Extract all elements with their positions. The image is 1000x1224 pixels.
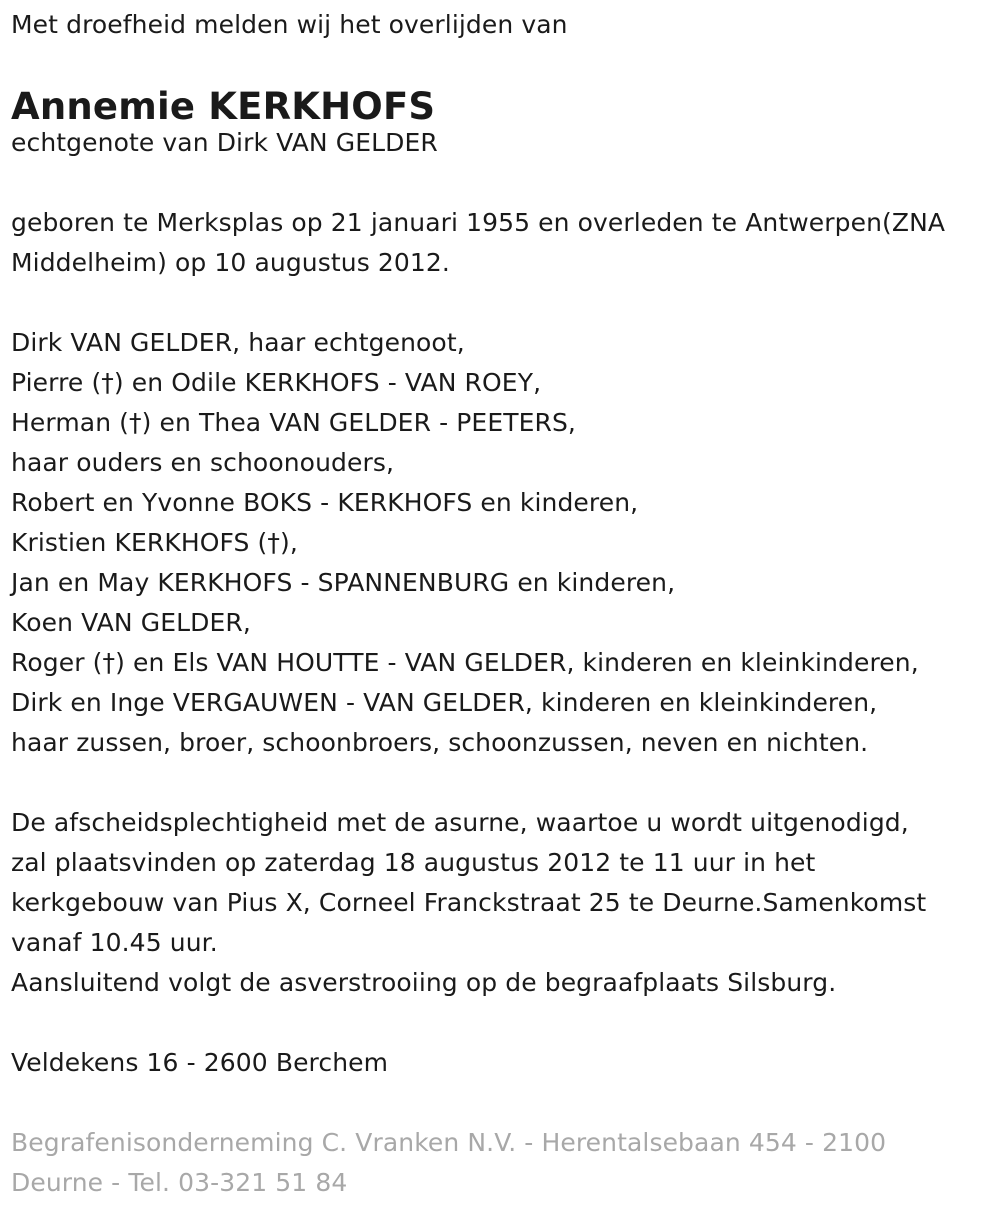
- ceremony-line: kerkgebouw van Pius X, Corneel Franckstraat 25 te Deurne.Samenkomst: [11, 888, 927, 917]
- family-line: Pierre (†) en Odile KERKHOFS - VAN ROEY,: [11, 368, 542, 397]
- funeral-home-line: Deurne - Tel. 03-321 51 84: [11, 1168, 348, 1197]
- birth-death-line: Middelheim) op 10 augustus 2012.: [11, 248, 450, 277]
- deceased-name: Annemie KERKHOFS: [11, 85, 436, 128]
- funeral-home-info: [11, 1123, 1000, 1203]
- ceremony-line: De afscheidsplechtigheid met de asurne, waartoe u wordt uitgenodigd,: [11, 808, 909, 837]
- spouse-line: echtgenote van Dirk VAN GELDER: [11, 128, 438, 157]
- family-list: [11, 323, 1000, 763]
- birth-death-line: geboren te Merksplas op 21 januari 1955 en overleden te Antwerpen(ZNA: [11, 208, 946, 237]
- family-line: Dirk en Inge VERGAUWEN - VAN GELDER, kinderen en kleinkinderen,: [11, 688, 878, 717]
- family-line: Kristien KERKHOFS (†),: [11, 528, 298, 557]
- family-line: Roger (†) en Els VAN HOUTTE - VAN GELDER, kinderen en kleinkinderen,: [11, 648, 919, 677]
- family-line: haar zussen, broer, schoonbroers, schoonzussen, neven en nichten.: [11, 728, 869, 757]
- family-line: Robert en Yvonne BOKS - KERKHOFS en kinderen,: [11, 488, 639, 517]
- family-line: Koen VAN GELDER,: [11, 608, 251, 637]
- intro-line: Met droefheid melden wij het overlijden van: [11, 10, 568, 39]
- family-line: Jan en May KERKHOFS - SPANNENBURG en kinderen,: [11, 568, 676, 597]
- family-line: haar ouders en schoonouders,: [11, 448, 395, 477]
- ceremony-paragraph: [11, 803, 1000, 1003]
- birth-death-paragraph: [11, 203, 1000, 283]
- ceremony-line: Aansluitend volgt de asverstrooiing op de begraafplaats Silsburg.: [11, 968, 837, 997]
- family-line: Dirk VAN GELDER, haar echtgenoot,: [11, 328, 465, 357]
- ceremony-line: vanaf 10.45 uur.: [11, 928, 218, 957]
- family-line: Herman (†) en Thea VAN GELDER - PEETERS,: [11, 408, 576, 437]
- funeral-home-line: Begrafenisonderneming C. Vranken N.V. - Herentalsebaan 454 - 2100: [11, 1128, 887, 1157]
- address-paragraph: [11, 1043, 1000, 1083]
- address-line: Veldekens 16 - 2600 Berchem: [11, 1048, 389, 1077]
- ceremony-line: zal plaatsvinden op zaterdag 18 augustus 2012 te 11 uur in het: [11, 848, 816, 877]
